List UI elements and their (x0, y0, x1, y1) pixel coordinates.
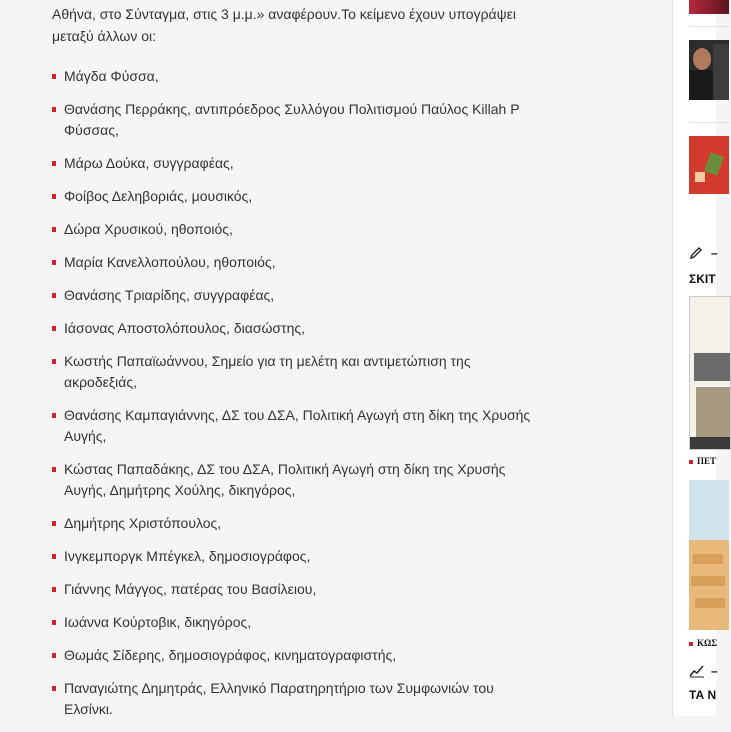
list-item (52, 99, 532, 141)
sidebar-article-thumbnail[interactable] (689, 136, 729, 194)
list-item (52, 579, 532, 600)
sidebar-article-thumbnail[interactable] (689, 40, 729, 100)
signatory-text: Ιάσονας Αποστολόπουλος, διασώστης, (64, 320, 305, 336)
list-item (52, 186, 532, 207)
signatory-text: Δώρα Χρυσικού, ηθοποιός, (64, 221, 233, 237)
signatory-text: Θανάσης Περράκης, αντιπρόεδρος Συλλόγου Πολιτισμού Παύλος Killah P Φύσσας, (64, 101, 520, 138)
red-bullet-icon (52, 620, 56, 625)
signatory-text: Θανάσης Τριαρίδης, συγγραφέας, (64, 287, 275, 303)
red-bullet-icon (52, 521, 56, 526)
trending-prefix: – (711, 664, 718, 678)
trending-heading[interactable]: ΤΑ Ν (689, 688, 717, 702)
list-item (52, 612, 532, 633)
signatory-text: Παναγιώτης Δημητράς, Ελληνικό Παρατηρητήριο των Συμφωνιών του Ελσίνκι. (64, 680, 494, 717)
cartoon-thumbnail[interactable] (689, 296, 731, 450)
red-bullet-icon (52, 653, 56, 658)
cartoon-caption-text: ΚΩΣ (697, 638, 718, 648)
list-item (52, 405, 532, 447)
red-bullet-icon (52, 260, 56, 265)
pencil-icon (689, 246, 703, 263)
sidebar-divider (689, 26, 729, 27)
red-bullet-icon (52, 413, 56, 418)
cartoon-caption-text: ΠΕΤ (697, 456, 717, 466)
list-item (52, 219, 532, 240)
red-bullet-icon (52, 686, 56, 691)
red-bullet-icon (52, 554, 56, 559)
list-item (52, 252, 532, 273)
list-item (52, 153, 532, 174)
sidebar (673, 0, 716, 716)
red-bullet-icon (52, 194, 56, 199)
red-bullet-icon (52, 467, 56, 472)
red-bullet-icon (52, 227, 56, 232)
list-item (52, 546, 532, 567)
red-bullet-icon (52, 326, 56, 331)
list-item (52, 318, 532, 339)
cartoons-heading[interactable]: ΣΚΙΤ (689, 272, 716, 286)
red-bullet-icon (52, 107, 56, 112)
cartoon-caption[interactable] (689, 456, 716, 466)
list-item (52, 66, 532, 87)
signatory-text: Θωμάς Σίδερης, δημοσιογράφος, κινηματογραφιστής, (64, 647, 397, 663)
cartoons-prefix: – (711, 246, 718, 260)
signatory-text: Μαρία Κανελλοπούλου, ηθοποιός, (64, 254, 276, 270)
cartoon-thumbnail[interactable] (689, 480, 729, 630)
list-item (52, 351, 532, 393)
red-bullet-icon (52, 587, 56, 592)
signatory-text: Γιάννης Μάγγος, πατέρας του Βασίλειου, (64, 581, 317, 597)
signatory-text: Μάρω Δούκα, συγγραφέας, (64, 155, 234, 171)
list-item (52, 285, 532, 306)
cartoon-caption[interactable] (689, 638, 717, 648)
sidebar-divider (689, 122, 729, 123)
chart-icon (689, 664, 705, 681)
signatories-list (52, 66, 532, 732)
list-item (52, 678, 532, 720)
signatory-text: Φοίβος Δεληβοριάς, μουσικός, (64, 188, 253, 204)
list-item (52, 459, 532, 501)
sidebar-article-thumbnail[interactable] (689, 0, 729, 14)
red-bullet-icon (52, 359, 56, 364)
article-intro-paragraph: Αθήνα, στο Σύνταγμα, στις 3 μ.μ.» αναφέρουν.Το κείμενο έχουν υπογράψει μεταξύ άλλων οι: (52, 6, 516, 44)
red-bullet-icon (52, 74, 56, 79)
red-bullet-icon (689, 642, 693, 646)
red-bullet-icon (52, 161, 56, 166)
signatory-text: Κωστής Παπαϊωάννου, Σημείο για τη μελέτη και αντιμετώπιση της ακροδεξιάς, (64, 353, 471, 390)
list-item (52, 645, 532, 666)
list-item (52, 513, 532, 534)
signatory-text: Μάγδα Φύσσα, (64, 68, 159, 84)
red-bullet-icon (689, 460, 693, 464)
signatory-text: Ινγκεμποργκ Μπέγκελ, δημοσιογράφος, (64, 548, 311, 564)
signatory-text: Δημήτρης Χριστόπουλος, (64, 515, 222, 531)
signatory-text: Κώστας Παπαδάκης, ΔΣ του ΔΣΑ, Πολιτική Αγωγή στη δίκη της Χρυσής Αυγής, Δημήτρης Χούλης, δικηγόρος, (64, 461, 506, 498)
signatory-text: Ιωάννα Κούρτοβικ, δικηγόρος, (64, 614, 252, 630)
red-bullet-icon (52, 293, 56, 298)
signatory-text: Θανάσης Καμπαγιάννης, ΔΣ του ΔΣΑ, Πολιτική Αγωγή στη δίκη της Χρυσής Αυγής, (64, 407, 531, 444)
